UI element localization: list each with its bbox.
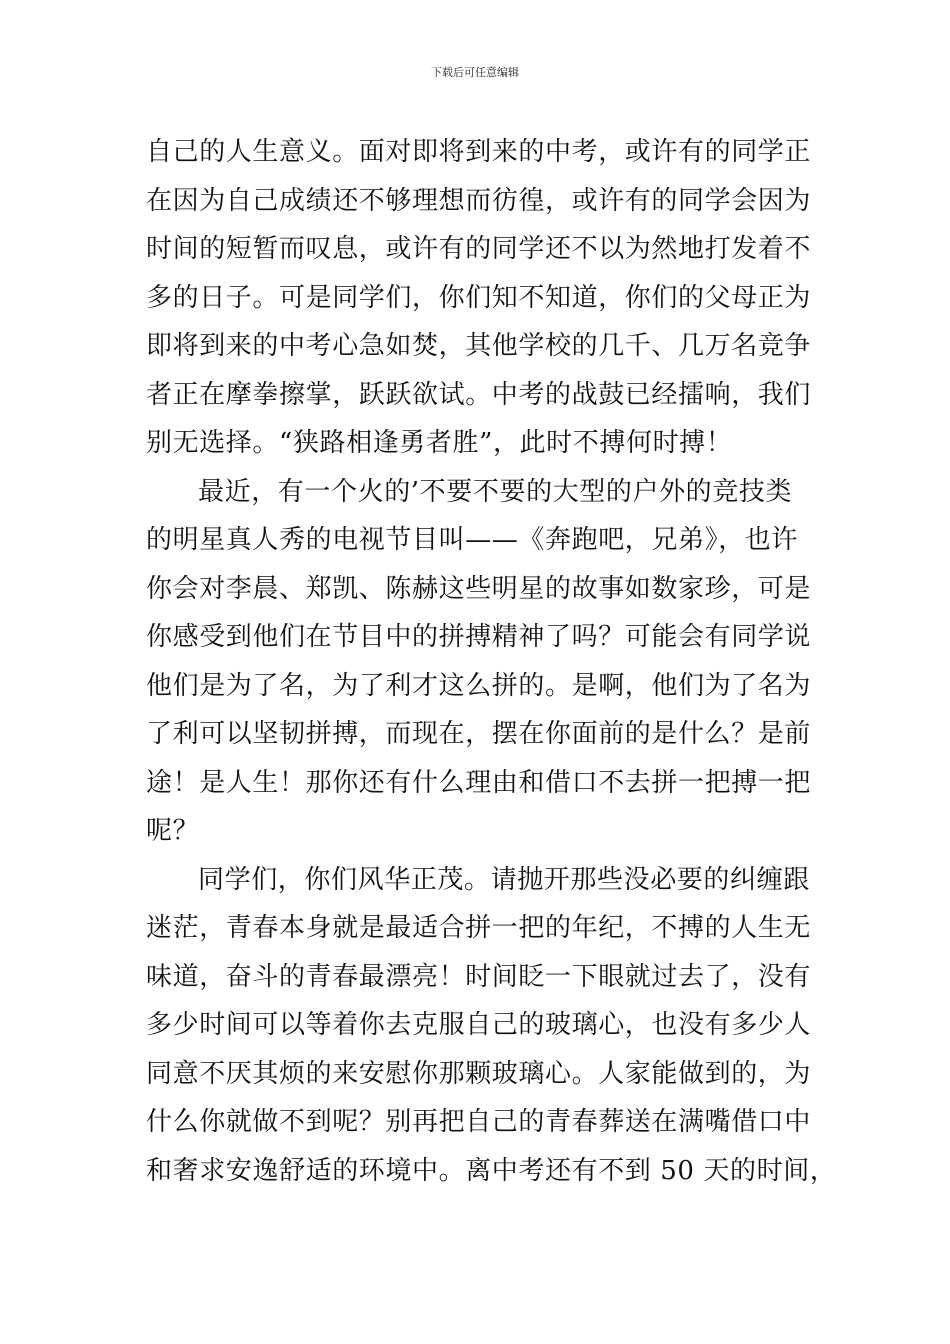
text-line: 味道，奋斗的青春最漂亮！时间眨一下眼就过去了，没有 xyxy=(146,961,812,992)
text-line: 多的日子。可是同学们，你们知不知道，你们的父母正为 xyxy=(146,282,812,313)
paragraph-2 xyxy=(146,468,826,856)
text-line: 途！是人生！那你还有什么理由和借口不去拼一把搏一把 xyxy=(146,767,812,798)
text-line: 同学们，你们风华正茂。请抛开那些没必要的纠缠跟 xyxy=(198,864,810,895)
text-line: 你感受到他们在节目中的拼搏精神了吗？可能会有同学说 xyxy=(146,622,812,652)
text-line: 的明星真人秀的电视节目叫——《奔跑吧，兄弟》，也许 xyxy=(146,525,799,555)
page-header: 下载后可任意编辑 xyxy=(431,66,519,79)
text-line: 自己的人生意义。面对即将到来的中考，或许有的同学正 xyxy=(146,137,812,167)
text-line: 什么你就做不到呢？别再把自己的青春葬送在满嘴借口中 xyxy=(146,1107,812,1137)
text-line: 最近，有一个火的’不要不要的大型的户外的竞技类 xyxy=(198,476,793,507)
text-line: 同意不厌其烦的来安慰你那颗玻璃心。人家能做到的，为 xyxy=(146,1058,812,1089)
text-line: 和奢求安逸舒适的环境中。离中考还有不到 50 天的时间， xyxy=(146,1155,837,1186)
text-line: 别无选择。“狭路相逢勇者胜”，此时不搏何时搏！ xyxy=(146,428,733,458)
text-line: 在因为自己成绩还不够理想而彷徨，或许有的同学会因为 xyxy=(146,185,812,216)
text-line: 迷茫，青春本身就是最适合拼一把的年纪，不搏的人生无 xyxy=(146,913,812,943)
paragraph-3 xyxy=(146,856,837,1196)
text-line: 时间的短暂而叹息，或许有的同学还不以为然地打发着不 xyxy=(146,234,812,264)
paragraph-1 xyxy=(146,128,826,468)
text-line: 他们是为了名，为了利才这么拼的。是啊，他们为了名为 xyxy=(146,670,812,701)
text-line: 多少时间可以等着你去克服自己的玻璃心，也没有多少人 xyxy=(146,1010,812,1040)
text-line: 者正在摩拳擦掌，跃跃欲试。中考的战鼓已经擂响，我们 xyxy=(146,379,812,410)
text-line: 你会对李晨、郑凯、陈赫这些明星的故事如数家珍，可是 xyxy=(146,573,812,604)
text-line: 了利可以坚韧拼搏，而现在，摆在你面前的是什么？是前 xyxy=(146,719,812,749)
text-line: 呢？ xyxy=(146,816,200,846)
text-line: 即将到来的中考心急如焚，其他学校的几千、几万名竞争 xyxy=(146,331,812,361)
document-body xyxy=(146,128,837,1195)
